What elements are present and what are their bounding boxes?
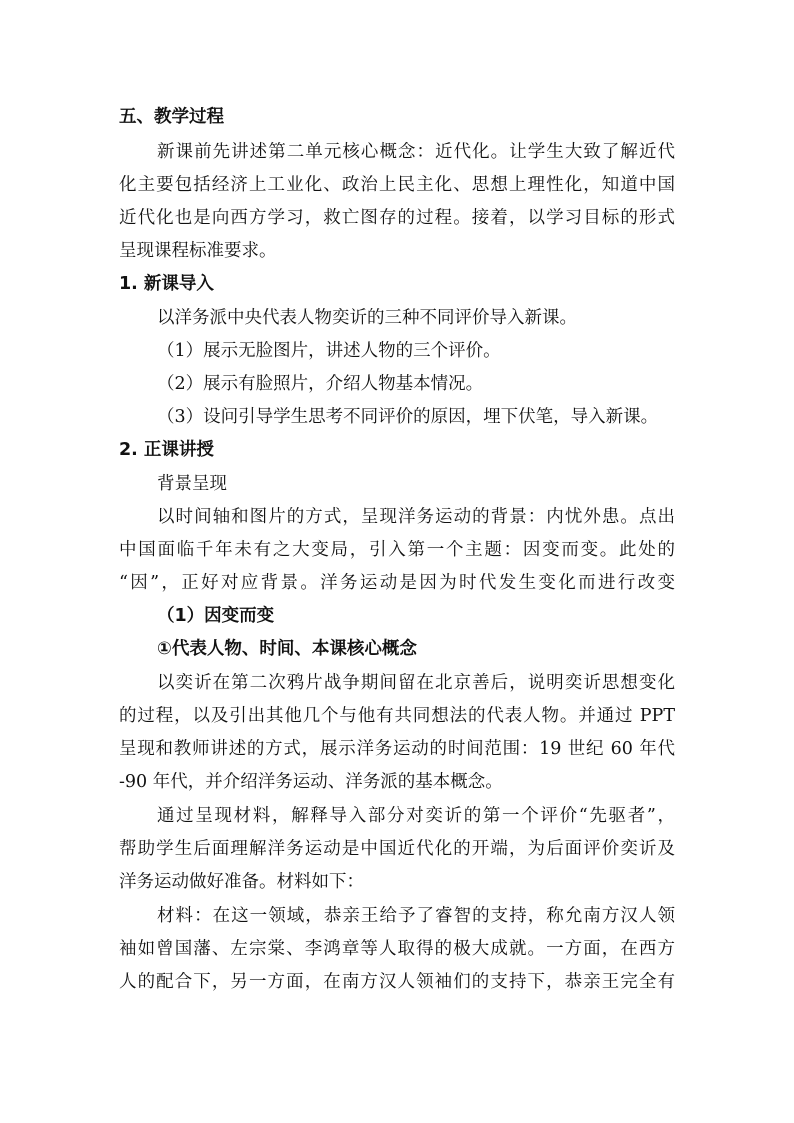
step-3-line: （3）设问引导学生思考不同评价的原因，埋下伏笔，导入新课。 [157, 407, 659, 427]
intro-line-2: 化主要包括经济上工业化、政治上民主化、思想上理性化，知道中国 [119, 175, 675, 195]
intro-method-line: 以洋务派中央代表人物奕䜣的三种不同评价导入新课。 [157, 308, 577, 328]
paragraph-1-line-2: 的过程，以及引出其他几个与他有共同想法的代表人物。并通过 PPT [119, 706, 675, 726]
material-line-2: 袖如曾国藩、左宗棠、李鸿章等人取得的极大成就。一方面，在西方 [119, 939, 675, 959]
paragraph-1-line-3: 呈现和教师讲述的方式，展示洋务运动的时间范围：19 世纪 60 年代 [119, 739, 675, 759]
paragraph-2-line-3: 洋务运动做好准备。材料如下： [119, 872, 364, 892]
step-1-line: （1）展示无脸图片，讲述人物的三个评价。 [157, 341, 501, 361]
subheading-item-1: ①代表人物、时间、本课核心概念 [157, 639, 417, 659]
intro-line-4: 呈现课程标准要求。 [119, 241, 277, 261]
section-title: 五、教学过程 [119, 107, 224, 127]
background-label: 背景呈现 [157, 474, 227, 494]
paragraph-1-line-1: 以奕䜣在第二次鸦片战争期间留在北京善后，说明奕䜣思想变化 [157, 673, 675, 693]
paragraph-1-line-4: -90 年代，并介绍洋务运动、洋务派的基本概念。 [119, 772, 503, 792]
heading-lecture: 2. 正课讲授 [119, 440, 214, 460]
intro-line-1: 新课前先讲述第二单元核心概念：近代化。让学生大致了解近代 [157, 142, 675, 162]
heading-new-lesson: 1. 新课导入 [119, 274, 214, 294]
step-2-line: （2）展示有脸照片，介绍人物基本情况。 [157, 374, 484, 394]
material-line-1: 材料：在这一领域，恭亲王给予了睿智的支持，称允南方汉人领 [157, 906, 675, 926]
background-line-1: 以时间轴和图片的方式，呈现洋务运动的背景：内忧外患。点出 [157, 507, 675, 527]
paragraph-2-line-1: 通过呈现材料，解释导入部分对奕䜣的第一个评价“先驱者”， [157, 806, 675, 826]
material-line-3: 人的配合下，另一方面，在南方汉人领袖们的支持下，恭亲王完全有 [119, 972, 675, 992]
subheading-change: （1）因变而变 [157, 606, 275, 626]
background-line-2: 中国面临千年未有之大变局，引入第一个主题：因变而变。此处的 [119, 540, 675, 560]
intro-line-3: 近代化也是向西方学习，救亡图存的过程。接着，以学习目标的形式 [119, 208, 675, 228]
background-line-3: “因”，正好对应背景。洋务运动是因为时代发生变化而进行改变 [119, 573, 675, 593]
paragraph-2-line-2: 帮助学生后面理解洋务运动是中国近代化的开端，为后面评价奕䜣及 [119, 839, 675, 859]
